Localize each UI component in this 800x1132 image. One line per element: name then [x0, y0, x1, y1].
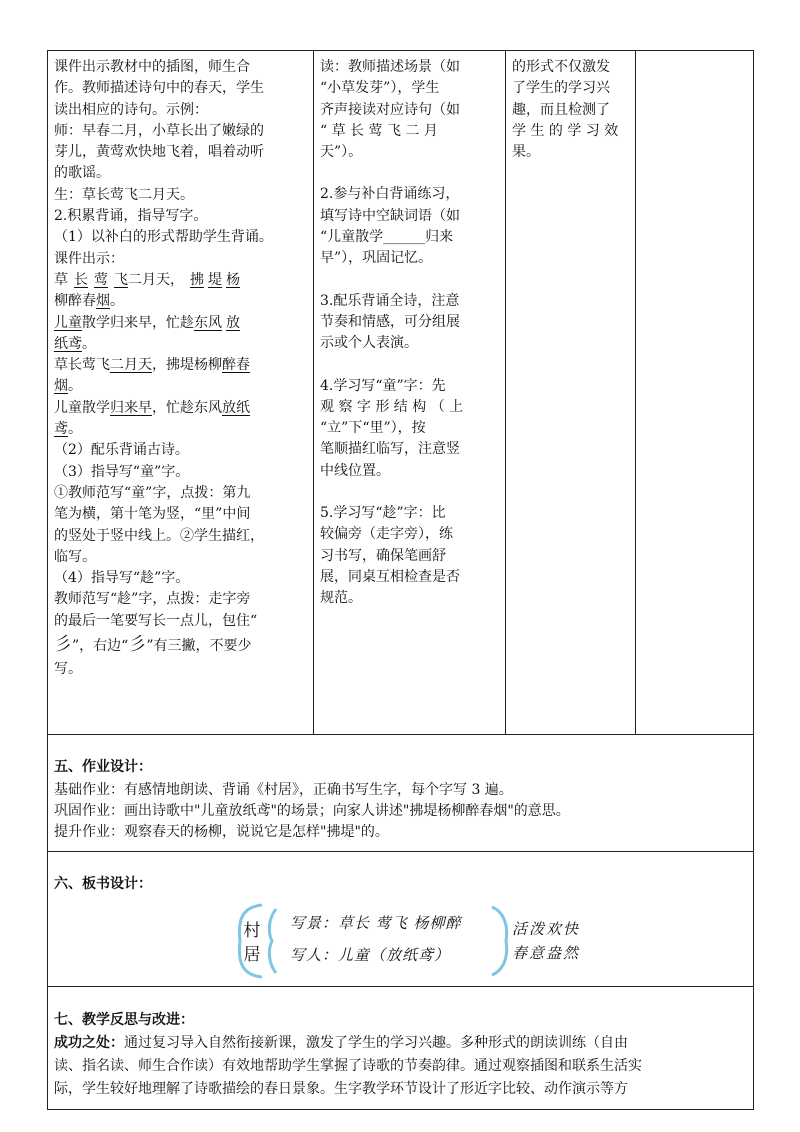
board-design-cell: [48, 852, 754, 987]
text-line: 观 察 字 形 结 构 （ 上: [320, 398, 464, 415]
text-line: 笔顺描红临写，注意竖: [320, 441, 460, 458]
text-line: （4）指导写“趁”字。: [54, 570, 190, 587]
text-line: 写。: [54, 661, 82, 678]
reflection-row: [48, 987, 754, 1110]
text-line: 的最后一笔要写长一点儿，包住“: [54, 612, 258, 629]
text-line: 果。: [512, 144, 540, 161]
text-line: “小草发芽”），学生: [320, 80, 440, 97]
text-line: 课件出示：: [54, 250, 124, 267]
board-mood-1: 活泼欢快: [512, 920, 581, 938]
fill-blank-line: 烟。: [54, 378, 82, 395]
board-people-line: 写人：儿童（放纸鸢）: [290, 946, 451, 964]
text-line: （1）以补白的形式帮助学生背诵。: [54, 229, 273, 246]
text-line: 的歌谣。: [54, 165, 110, 182]
homework-cell: [48, 735, 754, 852]
text-line: “立”下“里”），按: [320, 420, 426, 437]
text-line: 示或个人表演。: [320, 335, 418, 352]
teaching-process-row: [48, 51, 754, 735]
text-line: 齐声接读对应诗句（如: [320, 101, 460, 118]
fill-blank-line: 草 长 莺 飞二月天， 拂 堤 杨: [54, 271, 240, 288]
text-line: （2）配乐背诵古诗。: [54, 442, 189, 459]
text-line: 的竖处于竖中线上。②学生描红，: [54, 527, 264, 544]
homework-title: 五、作业设计：: [54, 759, 152, 775]
student-activity-cell: [314, 51, 506, 735]
text-line: 芽儿，黄莺欢快地飞着，唱着动听: [54, 144, 264, 161]
board-topic: 村 居: [243, 921, 261, 965]
text-line: 的形式不仅激发: [512, 59, 610, 75]
text-line: 教师范写“趁”字，点拨：走字旁: [54, 591, 251, 608]
text-line: “儿童散学______归来: [320, 229, 454, 246]
text-line: 5.学习写“趁”字：比: [320, 505, 446, 522]
fill-blank-line: 草长莺飞二月天，拂堤杨柳醉春: [54, 357, 250, 374]
text-line: 4.学习写“童”字：先: [320, 377, 446, 394]
basic-homework: 基础作业：有感情地朗读、背诵《村居》，正确书写生字，每个字写 3 遍。: [54, 782, 513, 798]
text-line: 课件出示教材中的插图，师生合: [54, 59, 250, 75]
homework-row: [48, 735, 754, 852]
text-line: 趣，而且检测了: [512, 101, 610, 118]
fill-blank-line: 鸢。: [54, 421, 82, 438]
reflection-line: 际，学生较好地理解了诗歌描绘的春日景象。生字教学环节设计了形近字比较、动作演示等方: [54, 1081, 628, 1097]
board-mood-2: 春意盎然: [512, 944, 581, 962]
text-line: （3）指导写“童”字。: [54, 463, 190, 480]
text-line: 2.参与补白背诵练习，: [320, 186, 460, 203]
text-line: 师：早春二月，小草长出了嫩绿的: [54, 122, 264, 139]
notes-cell: [636, 51, 754, 735]
text-line: 天”）。: [320, 144, 363, 161]
text-line: 作。教师描述诗句中的春天，学生: [54, 80, 264, 97]
board-diagram: [54, 899, 747, 984]
lesson-plan-page: [47, 50, 753, 1110]
right-bracket-shape: [488, 903, 518, 979]
consolidate-homework: 巩固作业：画出诗歌中"儿童放纸鸢"的场景；向家人讲述"拂堤杨柳醉春烟"的意思。: [54, 803, 570, 819]
text-line: 了学生的学习兴: [512, 80, 610, 97]
text-line: 读：教师描述场景（如: [320, 59, 460, 75]
reflection-line: 成功之处：通过复习导入自然衔接新课，激发了学生的学习兴趣。多种形式的朗读训练（自由: [54, 1035, 628, 1051]
text-line: “ 草 长 莺 飞 二 月: [320, 122, 438, 139]
text-line: 规范。: [320, 590, 362, 607]
board-scene-line: 写景：草长 莺飞 杨柳醉: [290, 914, 462, 932]
text-line: 填写诗中空缺词语（如: [320, 207, 460, 224]
text-line: 中线位置。: [320, 462, 390, 479]
reflection-line: 读、指名读、师生合作读）有效地帮助学生掌握了诗歌的节奏韵律。通过观察插图和联系生活实: [54, 1058, 642, 1074]
fill-blank-line: 纸鸢。: [54, 335, 96, 352]
text-line: 2.积累背诵，指导写字。: [54, 208, 208, 225]
fill-blank-line: 儿童散学归来早，忙趁东风放纸: [54, 399, 250, 416]
success-label: 成功之处：: [54, 1035, 124, 1051]
fill-blank-line: 儿童散学归来早，忙趁东风 放: [54, 314, 240, 331]
text-line: 临写。: [54, 548, 96, 565]
text-line: 生：草长莺飞二月天。: [54, 186, 194, 203]
text-line: 习书写，确保笔画舒: [320, 547, 446, 564]
text-line: 早”），巩固记忆。: [320, 250, 433, 267]
text-line: 笔为横，第十笔为竖，“里”中间: [54, 506, 251, 523]
reflection-title: 七、教学反思与改进：: [54, 1012, 194, 1028]
board-design-row: [48, 852, 754, 987]
text-line: 较偏旁（走字旁），练: [320, 526, 453, 543]
improve-homework: 提升作业：观察春天的杨柳，说说它是怎样"拂堤"的。: [54, 824, 389, 840]
text-line: 彡”，右边“彡”有三撇，不要少: [54, 634, 252, 656]
text-line: 3.配乐背诵全诗，注意: [320, 292, 460, 309]
fill-blank-line: 柳醉春烟。: [54, 293, 124, 310]
lesson-plan-table: [47, 50, 754, 1110]
teacher-activity-cell: [48, 51, 314, 735]
board-design-title: 六、板书设计：: [54, 876, 152, 892]
text-line: 节奏和情感，可分组展: [320, 313, 460, 330]
text-line: ①教师范写“童”字，点拨：第九: [54, 484, 251, 501]
text-line: 展，同桌互相检查是否: [320, 568, 460, 585]
design-intent-cell: [506, 51, 636, 735]
text-line: 学 生 的 学 习 效: [512, 122, 619, 139]
reflection-cell: [48, 987, 754, 1110]
text-line: 读出相应的诗句。示例：: [54, 101, 208, 118]
